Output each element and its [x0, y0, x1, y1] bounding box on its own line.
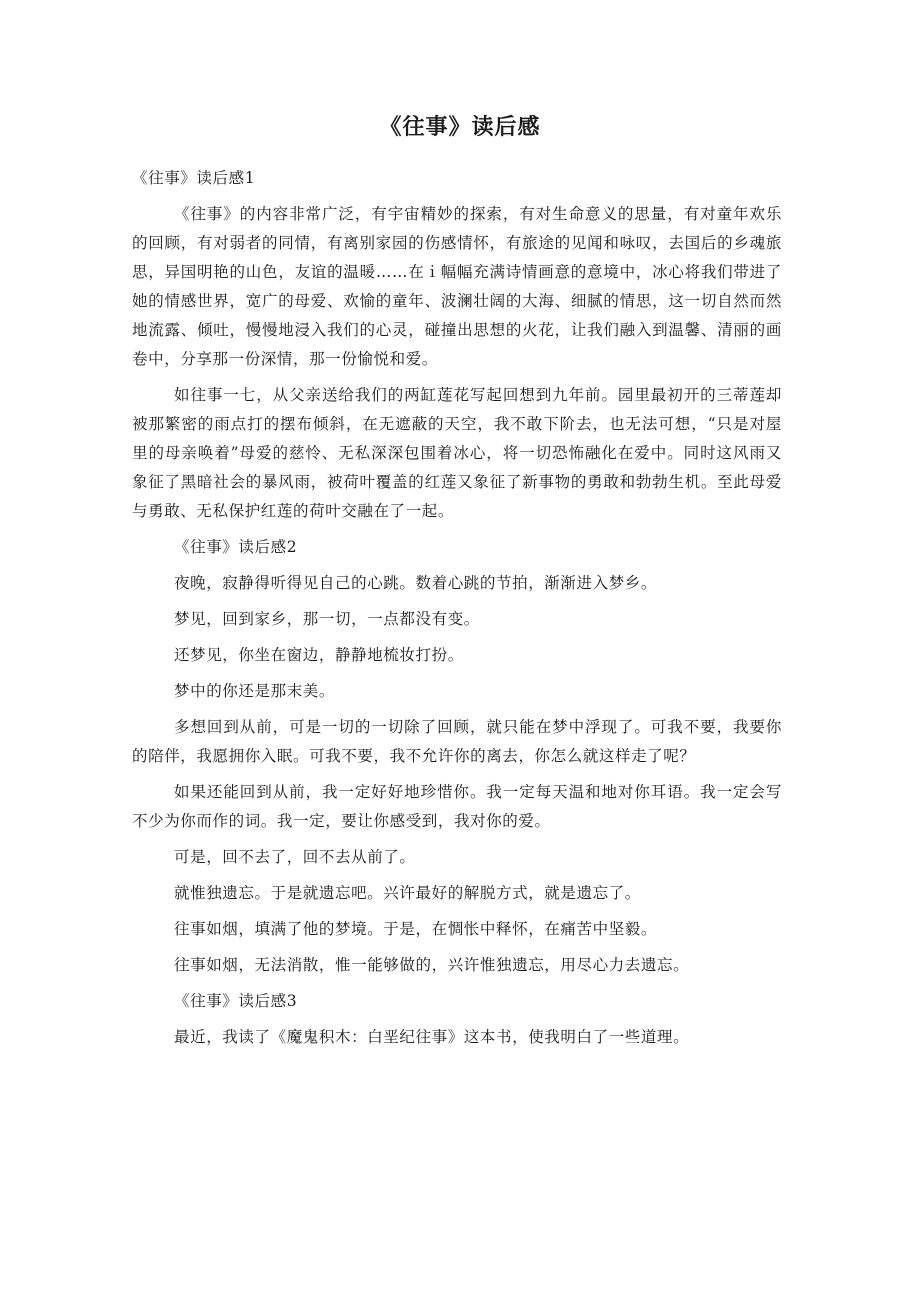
paragraph: 最近，我读了《魔鬼积木：白垩纪往事》这本书，使我明白了一些道理。	[174, 1028, 690, 1046]
section-heading-3: 《往事》读后感3	[174, 992, 298, 1010]
paragraph: 梦见，回到家乡，那一切，一点都没有变。	[174, 610, 480, 628]
paragraph: 可是，回不去了，回不去从前了。	[174, 848, 416, 866]
page-title: 《往事》读后感	[379, 115, 541, 140]
paragraph: 多想回到从前，可是一切的一切除了回顾，就只能在梦中浮现了。可我不要，我要你的陪伴，我愿拥你入眠。可我不要，我不允许你的离去，你怎么就这样走了呢？	[132, 718, 782, 765]
section-heading-1: 《往事》读后感1	[132, 169, 256, 187]
paragraph: 如往事一七，从父亲送给我们的两缸莲花写起回想到九年前。园里最初开的三蒂莲却被那繁密的雨点打的摆布倾斜，在无遮蔽的天空，我不敢下阶去，也无法可想，“只是对屋里的母亲唤着”母爱的慈怜、无私深深包围着冰心，将一切恐怖融化在爱中。同时这风雨又象征了黑暗社会的暴风雨，被荷叶覆盖的红莲又象征了新事物的勇敢和勃勃生机。至此母爱与勇敢、无私保护红莲的荷叶交融在了一起。	[132, 386, 782, 520]
paragraph: 就惟独遗忘。于是就遗忘吧。兴许最好的解脱方式，就是遗忘了。	[174, 884, 641, 902]
section-heading-2: 《往事》读后感2	[174, 538, 298, 556]
document-body	[132, 164, 782, 1059]
paragraph: 夜晚，寂静得听得见自己的心跳。数着心跳的节拍，渐渐进入梦乡。	[174, 574, 658, 592]
paragraph: 《往事》的内容非常广泛，有宇宙精妙的探索，有对生命意义的思量，有对童年欢乐的回顾，有对弱者的同情，有离别家园的伤感情怀，有旅途的见闻和咏叹，去国后的乡魂旅思，异国明艳的山色，友谊的温暖……在ｉ幅幅充满诗情画意的意境中，冰心将我们带进了她的情感世界，宽广的母爱、欢愉的童年、波澜壮阔的大海、细腻的情思，这一切自然而然地流露、倾吐，慢慢地浸入我们的心灵，碰撞出思想的火花，让我们融入到温馨、清丽的画卷中，分享那一份深情，那一份愉悦和爱。	[132, 205, 782, 368]
paragraph: 往事如烟，无法消散，惟一能够做的，兴许惟独遗忘，用尽心力去遗忘。	[174, 956, 690, 974]
paragraph: 还梦见，你坐在窗边，静静地梳妆打扮。	[174, 646, 464, 664]
paragraph: 梦中的你还是那末美。	[174, 682, 336, 700]
paragraph: 如果还能回到从前，我一定好好地珍惜你。我一定每天温和地对你耳语。我一定会写不少为你而作的词。我一定，要让你感受到，我对你的爱。	[132, 783, 782, 830]
paragraph: 往事如烟，填满了他的梦境。于是，在惆怅中释怀，在痛苦中坚毅。	[174, 920, 658, 938]
